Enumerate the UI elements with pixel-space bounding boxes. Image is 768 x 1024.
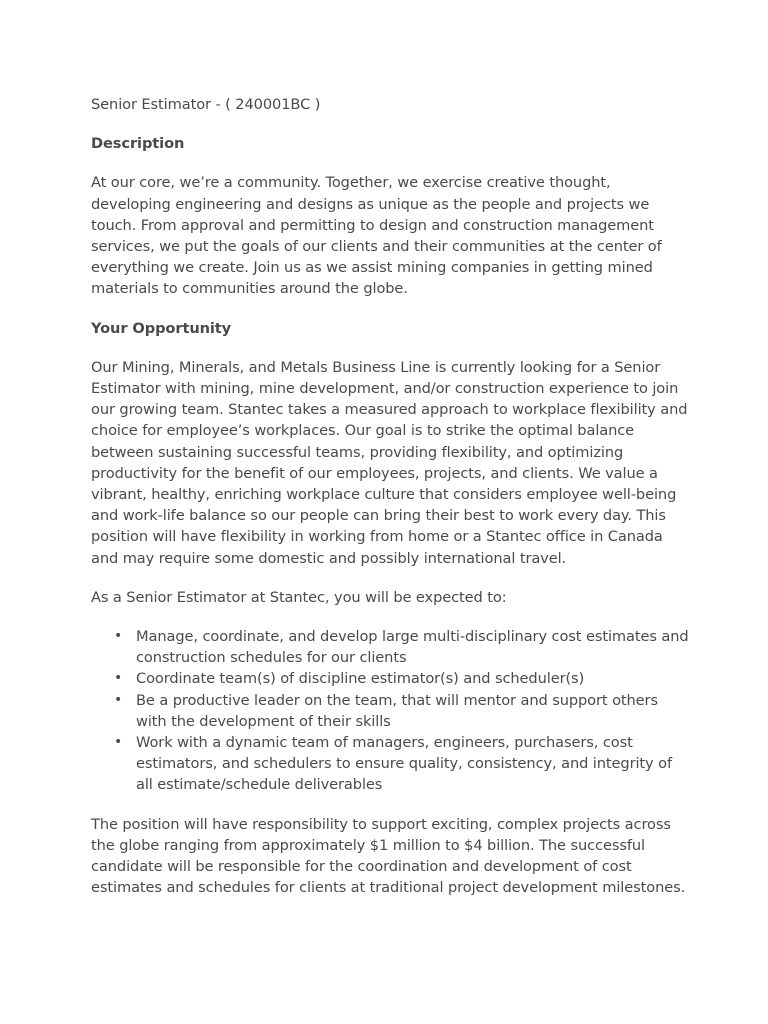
bullet-icon: • [114, 670, 123, 687]
job-posting [91, 94, 691, 917]
description-paragraph: At our core, we’re a community. Together, we exercise creative thought, developing engineering and designs as unique as the people and projects we touch. From approval and permitting to design and construction management services, we put the goals of our clients and their communities at the center of everything we create. Join us as we assist mining companies in getting mined materials to communities around the globe. [91, 174, 662, 298]
duty-item [114, 690, 691, 732]
bullet-icon: • [114, 734, 123, 751]
description-heading: Description [91, 135, 185, 153]
expectations-intro: As a Senior Estimator at Stantec, you will be expected to: [91, 588, 507, 606]
bullet-icon: • [114, 691, 123, 708]
duty-text: Work with a dynamic team of managers, engineers, purchasers, cost estimators, and schedulers to ensure quality, consistency, and integrity of all estimate/schedule deliverables [136, 734, 672, 794]
closing-paragraph: The position will have responsibility to support exciting, complex projects across the globe ranging from approximately $1 million to $4 billion. The successful candidate will be responsible for the coordination and development of cost estimates and schedules for clients at traditional project development milestones. [91, 815, 686, 897]
duty-item [114, 732, 691, 796]
opportunity-paragraph: Our Mining, Minerals, and Metals Business Line is currently looking for a Senior Estimator with mining, mine development, and/or construction experience to join our growing team. Stantec takes a measured approach to workplace flexibility and choice for employee’s workplaces. Our goal is to strike the optimal balance between sustaining successful teams, providing flexibility, and optimizing productivity for the benefit of our employees, projects, and clients. We value a vibrant, healthy, enriching workplace culture that considers employee well-being and work-life balance so our people can bring their best to work every day. This position will have flexibility in working from home or a Stantec office in Canada and may require some domestic and possibly international travel. [91, 358, 688, 567]
duties-list [91, 626, 691, 796]
opportunity-heading: Your Opportunity [91, 319, 232, 337]
bullet-icon: • [114, 628, 123, 645]
job-title: Senior Estimator - ( 240001BC ) [91, 96, 321, 113]
duty-text: Coordinate team(s) of discipline estimator(s) and scheduler(s) [136, 670, 585, 688]
duty-item [114, 668, 691, 689]
duty-text: Manage, coordinate, and develop large multi-disciplinary cost estimates and construction schedules for our clients [136, 628, 689, 667]
duty-text: Be a productive leader on the team, that will mentor and support others with the development of their skills [136, 691, 658, 730]
duty-item [114, 626, 691, 668]
